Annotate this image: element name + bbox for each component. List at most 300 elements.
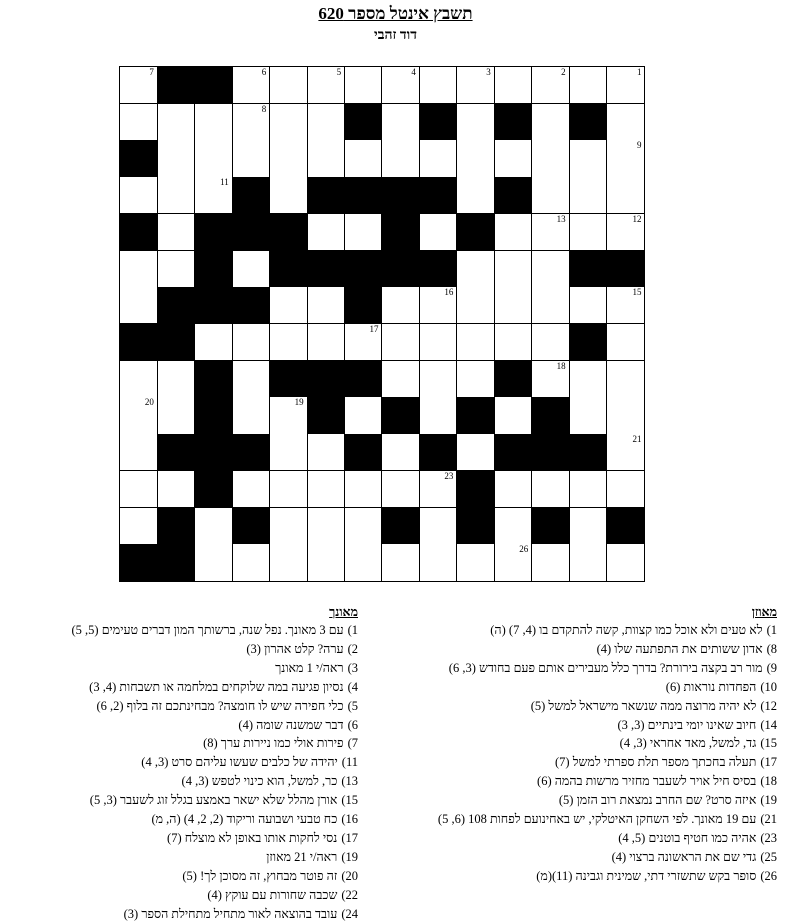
clue-text: חיוב שאינו יומי בינתיים (3, 3) (617, 717, 757, 732)
across-heading: מאוזן (751, 605, 777, 619)
grid-cell[interactable] (532, 67, 570, 104)
black-square (195, 434, 233, 471)
black-square (457, 471, 495, 508)
grid-cell[interactable] (532, 177, 570, 214)
grid-cell[interactable] (494, 397, 532, 434)
grid-cell[interactable] (270, 67, 308, 104)
clue-number: 5 (336, 67, 342, 77)
black-square (120, 214, 158, 251)
black-square (382, 397, 420, 434)
grid-cell[interactable] (532, 287, 570, 324)
grid-cell[interactable] (195, 544, 233, 581)
grid-cell[interactable] (120, 434, 158, 471)
grid-cell[interactable] (569, 67, 607, 104)
clue-text: איזה סרט? שם החרב נמצאת רוב הזמן (5) (558, 793, 757, 808)
clue-number: 1 (636, 67, 642, 77)
clue-number-label: 18) (760, 774, 777, 789)
black-square (120, 544, 158, 581)
clue-number-label: 23) (760, 830, 777, 845)
black-square (382, 508, 420, 545)
grid-cell[interactable] (345, 324, 383, 361)
grid-cell[interactable] (382, 67, 420, 104)
clue-text: זה פוטר מבחוץ, זה מסוכן לך! (5) (182, 868, 338, 883)
grid-cell[interactable] (532, 361, 570, 398)
black-square (232, 508, 270, 545)
grid-cell[interactable] (232, 67, 270, 104)
grid-cell[interactable] (270, 544, 308, 581)
clue-number-label: 16) (341, 812, 358, 827)
black-square (345, 287, 383, 324)
grid-cell[interactable] (120, 287, 158, 324)
clue-text: תעלה בחכתך מספר תלת ספרתי למשל (7) (555, 755, 757, 770)
black-square (607, 251, 645, 288)
black-square (195, 471, 233, 508)
black-square (345, 434, 383, 471)
clue-item (387, 621, 777, 640)
grid-cell[interactable] (607, 214, 645, 251)
clue-number-label: 21) (760, 812, 777, 827)
grid-cell[interactable] (419, 508, 457, 545)
clue-item (8, 753, 358, 772)
clue-number: 9 (636, 140, 642, 151)
grid-cell[interactable] (232, 544, 270, 581)
grid-cell[interactable] (120, 251, 158, 288)
clue-text: נסי לחקות אותו באופן לא מוצלח (7) (167, 830, 338, 845)
crossword-grid (119, 66, 645, 582)
clue-text: מור רב בקצה בירורת? בדרך כלל מעבירים אותם פעם בחודש (3, 6) (448, 660, 763, 675)
black-square (457, 214, 495, 251)
grid-cell[interactable] (569, 361, 607, 398)
black-square (382, 177, 420, 214)
grid-cell[interactable] (195, 140, 233, 177)
black-square (382, 251, 420, 288)
grid-cell[interactable] (270, 287, 308, 324)
grid-cell[interactable] (270, 140, 308, 177)
clue-item (387, 716, 777, 735)
grid-cell[interactable] (345, 397, 383, 434)
across-list (387, 621, 777, 886)
black-square (457, 397, 495, 434)
grid-cell[interactable] (607, 104, 645, 141)
clue-text: נסיון פגיעה במה שלוקחים במלחמה או תשבחות (4, 3) (89, 679, 344, 694)
grid-cell[interactable] (457, 140, 495, 177)
grid-cell[interactable] (307, 508, 345, 545)
grid-cell[interactable] (494, 67, 532, 104)
grid-cell[interactable] (569, 508, 607, 545)
grid-cell[interactable] (532, 324, 570, 361)
clue-number-label: 12) (760, 698, 777, 713)
clue-item (8, 734, 358, 753)
grid-cell[interactable] (157, 104, 195, 141)
black-square (419, 434, 457, 471)
grid-cell[interactable] (157, 140, 195, 177)
clue-item (8, 640, 358, 659)
black-square (232, 177, 270, 214)
grid-cell[interactable] (157, 251, 195, 288)
black-square (195, 251, 233, 288)
grid-cell[interactable] (382, 324, 420, 361)
clue-item (8, 716, 358, 735)
black-square (120, 324, 158, 361)
grid-cell[interactable] (232, 397, 270, 434)
grid-cell[interactable] (419, 397, 457, 434)
grid-cell[interactable] (532, 104, 570, 141)
clue-item (387, 678, 777, 697)
clue-item (387, 734, 777, 753)
grid-cell[interactable] (569, 544, 607, 581)
grid-cell[interactable] (457, 361, 495, 398)
grid-cell[interactable] (607, 397, 645, 434)
clue-text: גד, למשל, מאד אחראי (3, 4) (619, 736, 757, 751)
grid-cell[interactable] (494, 287, 532, 324)
grid-cell[interactable] (382, 140, 420, 177)
clue-number-label: 5) (347, 698, 358, 713)
black-square (494, 434, 532, 471)
grid-cell[interactable] (607, 177, 645, 214)
grid-cell[interactable] (607, 67, 645, 104)
black-square (270, 214, 308, 251)
grid-cell[interactable] (607, 471, 645, 508)
grid-cell[interactable] (270, 324, 308, 361)
black-square (120, 140, 158, 177)
black-square (569, 104, 607, 141)
clue-item (8, 621, 358, 640)
grid-cell[interactable] (345, 214, 383, 251)
clue-text: אהיה כמו חטיף בוטנים (5, 4) (618, 830, 757, 845)
clue-item (387, 848, 777, 867)
black-square (195, 67, 233, 104)
grid-cell[interactable] (494, 508, 532, 545)
grid-cell[interactable] (232, 324, 270, 361)
clue-item (8, 867, 358, 886)
grid-cell[interactable] (532, 471, 570, 508)
black-square (419, 251, 457, 288)
black-square (569, 434, 607, 471)
clue-number: 6 (261, 67, 267, 77)
clue-number-label: 9) (766, 660, 777, 675)
grid-cell[interactable] (345, 471, 383, 508)
grid-cell[interactable] (345, 544, 383, 581)
clue-number: 23 (444, 470, 454, 481)
clue-number-label: 15) (341, 793, 358, 808)
black-square (157, 544, 195, 581)
down-heading: מאונך (329, 605, 358, 619)
clue-number: 16 (444, 287, 454, 298)
grid-cell[interactable] (607, 434, 645, 471)
black-square (157, 324, 195, 361)
grid-cell[interactable] (120, 361, 158, 398)
clue-item (387, 810, 777, 829)
grid-cell[interactable] (345, 67, 383, 104)
clue-number: 15 (632, 287, 642, 298)
clue-item (387, 659, 777, 678)
black-square (345, 104, 383, 141)
grid-cell[interactable] (382, 361, 420, 398)
clue-number: 21 (632, 434, 642, 445)
grid-cell[interactable] (494, 471, 532, 508)
grid-cell[interactable] (607, 140, 645, 177)
grid-cell[interactable] (120, 397, 158, 434)
grid-cell[interactable] (382, 471, 420, 508)
grid-cell[interactable] (607, 361, 645, 398)
clue-text: פירות אולי כמו ניירות ערך (8) (203, 736, 344, 751)
grid-cell[interactable] (120, 104, 158, 141)
clue-text: עובד בהוצאה לאור מתחיל מתחילת הספר (3) (123, 906, 338, 921)
black-square (607, 508, 645, 545)
grid-cell[interactable] (607, 324, 645, 361)
clue-number: 13 (556, 213, 566, 224)
grid-cell[interactable] (157, 397, 195, 434)
grid-cell[interactable] (195, 508, 233, 545)
across-clues (387, 604, 777, 886)
grid-cell[interactable] (569, 214, 607, 251)
grid-cell[interactable] (120, 177, 158, 214)
clue-item (387, 829, 777, 848)
black-square (382, 214, 420, 251)
black-square (307, 361, 345, 398)
clue-number-label: 3) (347, 660, 358, 675)
black-square (157, 508, 195, 545)
grid-cell[interactable] (457, 177, 495, 214)
clue-number-label: 8) (766, 641, 777, 656)
down-list (8, 621, 358, 924)
black-square (494, 104, 532, 141)
grid-cell[interactable] (457, 434, 495, 471)
clue-number-label: 26) (760, 868, 777, 883)
grid-cell[interactable] (307, 140, 345, 177)
grid-cell[interactable] (307, 67, 345, 104)
clue-item (387, 867, 777, 886)
black-square (195, 287, 233, 324)
grid-cell[interactable] (457, 104, 495, 141)
grid-cell[interactable] (307, 104, 345, 141)
grid-cell[interactable] (457, 324, 495, 361)
clue-item (8, 791, 358, 810)
grid-cell[interactable] (569, 397, 607, 434)
grid-cell[interactable] (494, 544, 532, 581)
black-square (419, 177, 457, 214)
grid-cell[interactable] (532, 214, 570, 251)
clue-item (387, 791, 777, 810)
clue-text: ראה/י 21 מאוזן (266, 849, 338, 864)
clue-text: ראה/י 1 מאונך (275, 660, 344, 675)
grid-cell[interactable] (494, 251, 532, 288)
clue-number: 4 (411, 67, 416, 77)
clue-text: סופר בקש שתשזרי דתי, שמינית וגבינה (11)(מ) (536, 868, 757, 883)
grid-cell[interactable] (382, 104, 420, 141)
grid-cell[interactable] (494, 214, 532, 251)
clue-number-label: 10) (760, 679, 777, 694)
clue-number-label: 17) (760, 755, 777, 770)
black-square (569, 324, 607, 361)
grid-cell[interactable] (569, 287, 607, 324)
clue-number-label: 19) (341, 849, 358, 864)
clue-number: 3 (486, 67, 491, 77)
clue-number-label: 24) (341, 906, 358, 921)
clue-number: 26 (519, 544, 529, 555)
clue-text: כר, למשל, הוא כינוי לטפש (3, 4) (181, 774, 338, 789)
clue-number: 17 (369, 324, 379, 334)
grid-cell[interactable] (157, 361, 195, 398)
black-square (532, 508, 570, 545)
grid-cell[interactable] (532, 544, 570, 581)
black-square (457, 508, 495, 545)
grid-cell[interactable] (232, 361, 270, 398)
black-square (195, 361, 233, 398)
clue-item (387, 772, 777, 791)
grid-cell[interactable] (307, 471, 345, 508)
clue-number-label: 14) (760, 717, 777, 732)
grid-cell[interactable] (157, 214, 195, 251)
black-square (157, 287, 195, 324)
grid-cell[interactable] (419, 140, 457, 177)
grid-cell[interactable] (419, 361, 457, 398)
black-square (532, 434, 570, 471)
grid-cell[interactable] (307, 287, 345, 324)
black-square (345, 251, 383, 288)
grid-cell[interactable] (607, 544, 645, 581)
grid-cell[interactable] (532, 140, 570, 177)
grid-cell[interactable] (345, 508, 383, 545)
clue-number: 2 (561, 67, 566, 77)
clue-number-label: 6) (347, 717, 358, 732)
clue-text: אורן מהלל שלא ישאר באמצע בגלל זוג לשעבר (3, 5) (89, 793, 338, 808)
clue-item (8, 886, 358, 905)
clue-item (8, 810, 358, 829)
clue-text: גדי שם את הראשונה ברצוי (4) (611, 849, 757, 864)
clue-number: 20 (144, 397, 154, 408)
clue-text: דבר שמשנה שומה (4) (238, 717, 344, 732)
clue-number-label: 1) (766, 623, 777, 637)
grid-cell[interactable] (157, 177, 195, 214)
clue-number-label: 22) (341, 887, 358, 902)
black-square (157, 434, 195, 471)
grid-cell[interactable] (457, 287, 495, 324)
grid-cell[interactable] (419, 287, 457, 324)
grid-cell[interactable] (270, 471, 308, 508)
grid-cell[interactable] (382, 434, 420, 471)
grid-cell[interactable] (345, 140, 383, 177)
grid-cell[interactable] (419, 214, 457, 251)
grid-cell[interactable] (120, 471, 158, 508)
clue-text: שכבה שחורות עם עוקץ (4) (207, 887, 338, 902)
grid-cell[interactable] (457, 544, 495, 581)
grid-cell[interactable] (419, 324, 457, 361)
grid-cell[interactable] (307, 434, 345, 471)
grid-cell[interactable] (494, 140, 532, 177)
grid-cell[interactable] (195, 324, 233, 361)
clue-item (8, 848, 358, 867)
clue-number-label: 15) (760, 736, 777, 751)
clue-number: 8 (261, 103, 267, 114)
clue-item (8, 697, 358, 716)
grid-cell[interactable] (270, 177, 308, 214)
black-square (232, 287, 270, 324)
grid-cell[interactable] (382, 287, 420, 324)
black-square (419, 104, 457, 141)
grid-cell[interactable] (419, 544, 457, 581)
clue-number-label: 17) (341, 830, 358, 845)
clue-number: 19 (294, 397, 304, 408)
black-square (494, 361, 532, 398)
clue-number: 12 (632, 213, 642, 224)
clue-item (387, 753, 777, 772)
black-square (270, 251, 308, 288)
clue-item (8, 829, 358, 848)
grid-cell[interactable] (232, 471, 270, 508)
grid-cell[interactable] (457, 251, 495, 288)
clue-item (8, 772, 358, 791)
grid-cell[interactable] (195, 177, 233, 214)
clue-item (8, 678, 358, 697)
grid-cell[interactable] (307, 324, 345, 361)
grid-cell[interactable] (195, 104, 233, 141)
grid-cell[interactable] (569, 140, 607, 177)
down-clues (8, 604, 358, 924)
clue-text: אדון ששותים את התפתעה שלו (4) (596, 641, 763, 656)
grid-cell[interactable] (270, 104, 308, 141)
grid-cell[interactable] (270, 434, 308, 471)
black-square (195, 397, 233, 434)
clue-number-label: 13) (341, 774, 358, 789)
grid-cell[interactable] (569, 177, 607, 214)
clue-item (387, 640, 777, 659)
black-square (232, 434, 270, 471)
black-square (494, 177, 532, 214)
black-square (532, 397, 570, 434)
black-square (345, 361, 383, 398)
grid-cell[interactable] (232, 251, 270, 288)
clue-number: 11 (220, 177, 229, 188)
black-square (307, 397, 345, 434)
puzzle-title: תשבץ אינטל מספר 620 (318, 4, 473, 23)
grid-cell[interactable] (457, 67, 495, 104)
clue-number: 7 (149, 67, 154, 77)
clue-text: עם 3 מאונך. נפל שנה, ברשותך המון דברים טעימים (5, 5) (71, 623, 344, 637)
grid-cell[interactable] (120, 508, 158, 545)
black-square (270, 361, 308, 398)
grid-cell[interactable] (382, 544, 420, 581)
clue-number-label: 20) (341, 868, 358, 883)
grid-cell[interactable] (494, 324, 532, 361)
black-square (307, 251, 345, 288)
clue-text: כלי חפירה שיש לו חומצה? מבחינתכם זה בלוף (2, 6) (96, 698, 344, 713)
grid-cell[interactable] (419, 471, 457, 508)
clue-text: בסיס חיל אויר לשעבר מחזיר מרשות בהמה (6) (537, 774, 757, 789)
grid-cell[interactable] (120, 67, 158, 104)
clue-item (8, 905, 358, 924)
clue-number-label: 19) (760, 793, 777, 808)
grid-cell[interactable] (607, 287, 645, 324)
grid-cell[interactable] (419, 67, 457, 104)
clue-text: עם 19 מאונך. לפי השחקן האיטלקי, יש באחינועם לפחות 108 (6, 5) (437, 812, 757, 827)
grid-cell[interactable] (232, 104, 270, 141)
grid-cell[interactable] (307, 544, 345, 581)
grid-cell[interactable] (569, 471, 607, 508)
grid-cell[interactable] (232, 140, 270, 177)
grid-cell[interactable] (270, 397, 308, 434)
grid-cell[interactable] (307, 214, 345, 251)
clue-number-label: 2) (347, 641, 358, 656)
black-square (345, 177, 383, 214)
grid-cell[interactable] (157, 471, 195, 508)
grid-cell[interactable] (532, 251, 570, 288)
grid-cell[interactable] (270, 508, 308, 545)
black-square (569, 251, 607, 288)
black-square (195, 214, 233, 251)
black-square (307, 177, 345, 214)
clue-text: לא יהיה מרוצה ממה שנשאר מישראל למשל (5) (530, 698, 757, 713)
